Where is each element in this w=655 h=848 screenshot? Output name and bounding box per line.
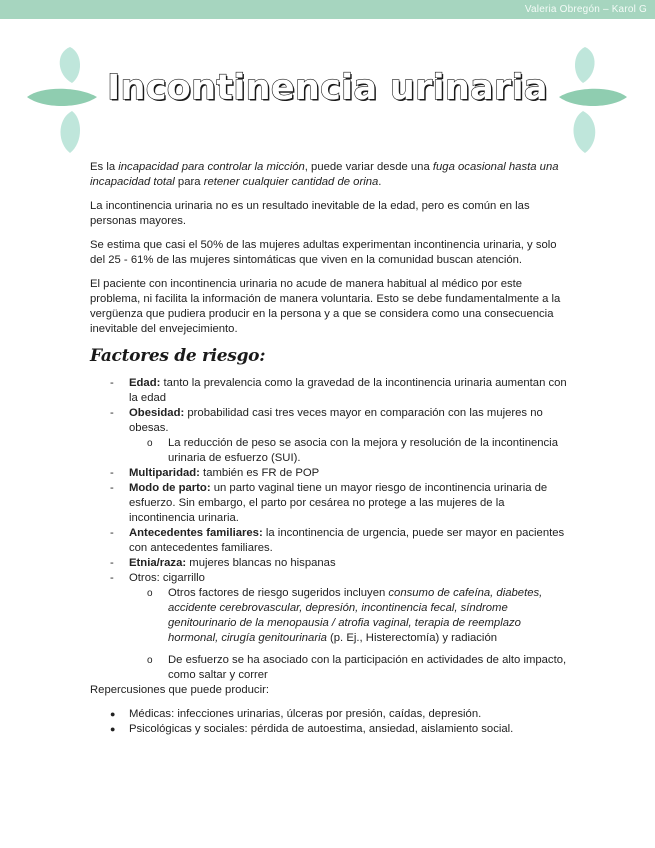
risk-factors-heading: Factores de riesgo: (90, 346, 266, 366)
intro-paragraph-2: La incontinencia urinaria no es un resultado inevitable de la edad, pero es común en las personas mayores. (90, 200, 530, 227)
list-item: - Etnia/raza: mujeres blancas no hispanas (90, 556, 568, 571)
intro-paragraph-3: Se estima que casi el 50% de las mujeres adultas experimentan incontinencia urinaria, y solo del 25 - 61% de las mujeres sintomáticas que viven en la comunidad buscan atención. (90, 239, 557, 266)
sub-list-item: o De esfuerzo se ha asociado con la participación en actividades de alto impacto, como saltar y correr (129, 653, 568, 683)
list-item: - Antecedentes familiares: la incontinencia de urgencia, puede ser mayor en pacientes con antecedentes familiares. (90, 526, 568, 556)
intro-paragraph-1: Es la incapacidad para controlar la micción, puede variar desde una fuga ocasional hasta una incapacidad total para retener cualquier cantidad de orina. (90, 161, 559, 188)
sub-list-item: o La reducción de peso se asocia con la mejora y resolución de la incontinencia urinaria de esfuerzo (SUI). (129, 436, 568, 466)
repercussions-list (90, 707, 568, 737)
list-item: ● Médicas: infecciones urinarias, úlceras por presión, caídas, depresión. (90, 707, 568, 722)
sub-list (129, 586, 568, 683)
list-item: ● Psicológicas y sociales: pérdida de autoestima, ansiedad, aislamiento social. (90, 722, 568, 737)
document-body (90, 160, 568, 737)
list-item: - Multiparidad: también es FR de POP (90, 466, 568, 481)
sub-list-item: o Otros factores de riesgo sugeridos incluyen consumo de cafeína, diabetes, accidente cerebrovascular, depresión, incontinencia fecal, síndrome genitourinario de la menopausia / atrofia vaginal, terapia de reemplazo hormonal, cirugía genitourinaria (p. Ej., Histerectomía) y radiación (129, 586, 568, 646)
list-item: - Edad: tanto la prevalencia como la gravedad de la incontinencia urinaria aumentan con la edad (90, 376, 568, 406)
list-item: - Modo de parto: un parto vaginal tiene un mayor riesgo de incontinencia urinaria de esfuerzo. Sin embargo, el parto por cesárea no protege a las mujeres de la incontinencia urinaria. (90, 481, 568, 526)
repercussions-heading: Repercusiones que puede producir: (90, 684, 269, 696)
sub-list (129, 436, 568, 466)
risk-factors-list (90, 376, 568, 683)
intro-paragraph-4: El paciente con incontinencia urinaria no acude de manera habitual al médico por este problema, ni facilita la información de manera voluntaria. Esto se debe fundamentalmente a la vergüenza que pudiera producir en la persona y a que se considera como una consecuencia inevitable del envejecimiento. (90, 278, 561, 335)
list-item: - Obesidad: probabilidad casi tres veces mayor en comparación con las mujeres no obesas. o La reducción de peso se asocia con la mejora y resolución de la incontinencia urinaria de esfuerzo (SUI). (90, 406, 568, 466)
page-title: Incontinencia urinaria (107, 68, 548, 108)
header-bar (0, 0, 655, 19)
list-item: - Otros: cigarrillo o Otros factores de riesgo sugeridos incluyen consumo de cafeína, diabetes, accidente cerebrovascular, depresión, incontinencia fecal, síndrome genitourinario de la menopausia / atrofia vaginal, terapia de reemplazo hormonal, cirugía genitourinaria (p. Ej., Histerectomía) y radiación o De esfuerzo se ha asociado con la participación en actividades de alto impacto, como saltar y correr (90, 571, 568, 683)
author-name: Valeria Obregón – Karol G (524, 4, 647, 15)
